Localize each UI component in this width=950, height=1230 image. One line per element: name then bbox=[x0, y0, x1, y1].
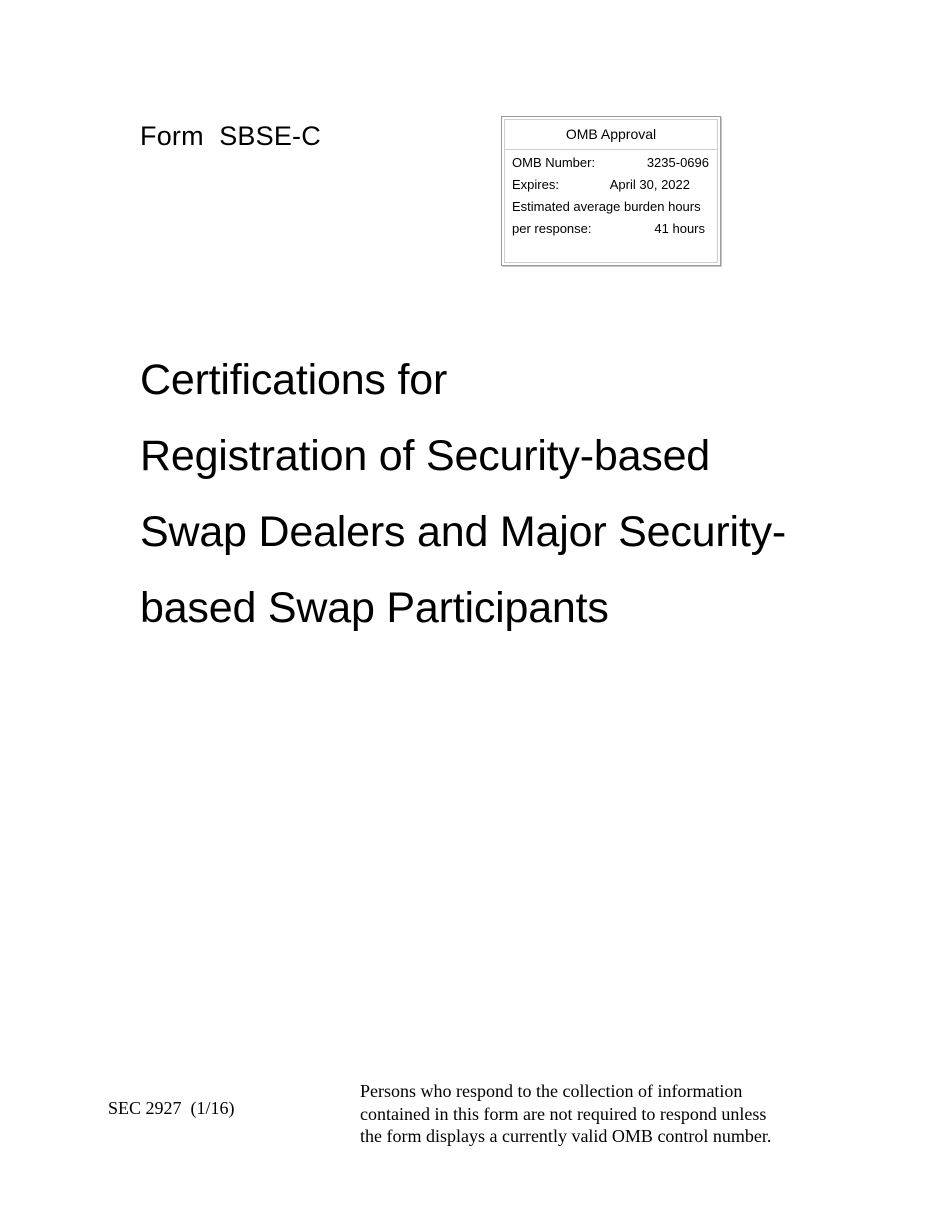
notice-line: the form displays a currently valid OMB control number. bbox=[360, 1126, 772, 1146]
omb-approval-box bbox=[501, 116, 721, 266]
title-line: Swap Dealers and Major Security- bbox=[140, 508, 787, 556]
omb-burden-label-line1: Estimated average burden hours bbox=[512, 199, 701, 214]
omb-expires-value: April 30, 2022 bbox=[609, 177, 690, 192]
title-line: Certifications for bbox=[140, 356, 448, 404]
notice-line: contained in this form are not required to respond unless bbox=[360, 1103, 767, 1124]
title-line: Registration of Security-based bbox=[140, 432, 711, 480]
omb-expires-label: Expires: bbox=[512, 177, 559, 192]
omb-expires-row bbox=[505, 174, 717, 196]
omb-number-row bbox=[505, 152, 717, 174]
omb-burden-row bbox=[505, 196, 717, 218]
form-code: SEC 2927 (1/16) bbox=[108, 1098, 235, 1118]
omb-per-response-row bbox=[505, 218, 717, 240]
document-title bbox=[140, 342, 786, 646]
omb-approval-inner bbox=[504, 119, 718, 263]
omb-approval-title: OMB Approval bbox=[505, 120, 717, 150]
omb-burden-value: 41 hours bbox=[654, 221, 705, 236]
omb-number-value: 3235-0696 bbox=[646, 155, 709, 170]
title-line: based Swap Participants bbox=[140, 584, 609, 632]
notice-line: Persons who respond to the collection of information bbox=[360, 1081, 743, 1101]
omb-burden-label-line2: per response: bbox=[512, 221, 592, 236]
omb-number-label: OMB Number: bbox=[512, 155, 596, 170]
form-identifier: Form SBSE-C bbox=[140, 121, 321, 151]
omb-notice bbox=[360, 1080, 810, 1148]
